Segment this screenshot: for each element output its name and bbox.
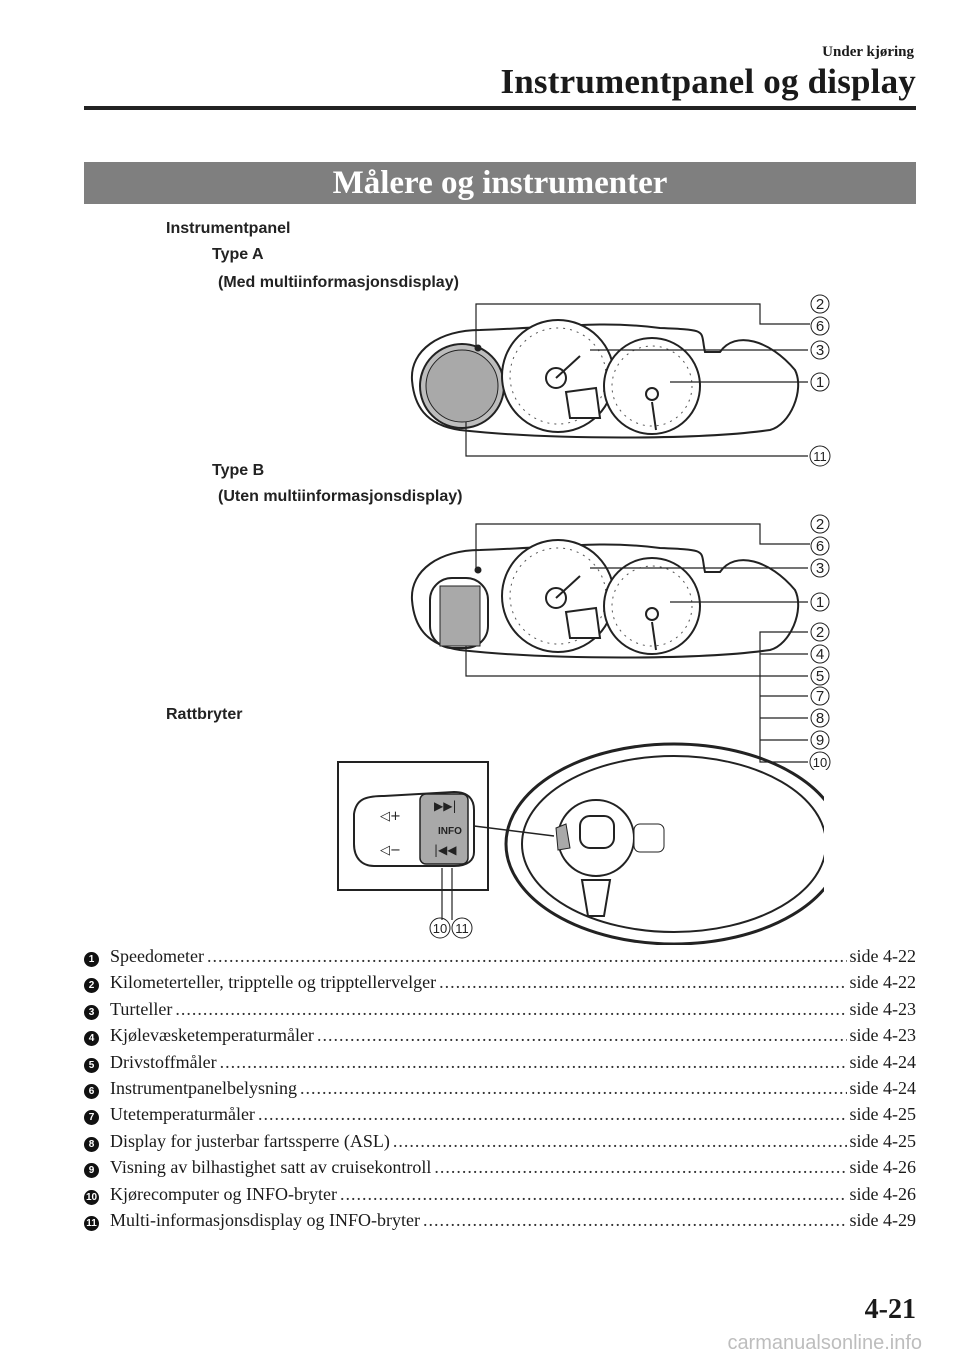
callout-b-8: 8 (815, 710, 825, 727)
item-page-ref: side 4-24 (849, 1051, 916, 1072)
item-label: Drivstoffmåler (110, 1051, 217, 1072)
item-page-ref: side 4-23 (849, 998, 916, 1019)
svg-text:|◀◀: |◀◀ (434, 843, 457, 857)
list-item (84, 972, 916, 998)
item-label: Utetemperaturmåler (110, 1104, 255, 1125)
item-label: Kjørecomputer og INFO-bryter (110, 1183, 337, 1204)
list-item (84, 1131, 916, 1157)
instrument-panel-label: Instrumentpanel (166, 220, 291, 237)
item-number-badge: 3 (84, 1005, 110, 1020)
type-b-subtitle: (Uten multiinformasjonsdisplay) (218, 488, 463, 505)
item-label: Kilometerteller, tripptelle og tripptellervelger (110, 972, 437, 993)
item-number-badge: 10 (85, 1191, 98, 1203)
list-item (84, 1104, 916, 1130)
page-number: 4-21 (864, 1294, 916, 1325)
page-title: Instrumentpanel og display (500, 62, 916, 101)
callout-a-3: 3 (815, 342, 825, 359)
item-page-ref: side 4-25 (849, 1130, 916, 1151)
list-item (84, 1025, 916, 1051)
header-rule (84, 106, 916, 110)
item-number-badge: 2 (84, 978, 110, 993)
callout-b-1: 1 (815, 594, 825, 611)
list-item (84, 999, 916, 1025)
dot-leader (220, 1052, 847, 1073)
list-item (84, 1157, 916, 1183)
dot-leader (317, 1025, 847, 1046)
info-switch-text: INFO (438, 826, 462, 837)
list-item (84, 1052, 916, 1078)
callout-b-9: 9 (815, 732, 825, 749)
watermark: carmanualsonline.info (727, 1332, 922, 1354)
dot-leader (434, 1157, 846, 1178)
type-a-cluster-illustration (400, 290, 850, 470)
callout-a-11: 11 (813, 449, 827, 464)
type-b-cluster-illustration (400, 510, 850, 770)
callout-wheel-10: 10 (432, 921, 448, 936)
dot-leader (439, 972, 846, 993)
dot-leader (423, 1210, 847, 1231)
section-header: Under kjøring (822, 44, 914, 60)
item-label: Turteller (110, 998, 173, 1019)
steering-wheel-illustration (334, 740, 824, 945)
dot-leader (300, 1078, 847, 1099)
item-number-badge: 5 (84, 1058, 110, 1073)
type-a-label: Type A (212, 246, 264, 263)
item-label: Instrumentpanelbelysning (110, 1077, 297, 1098)
item-number-badge: 4 (84, 1031, 110, 1046)
callout-wheel-11: 11 (455, 921, 469, 936)
callout-a-6: 6 (815, 318, 825, 335)
item-page-ref: side 4-26 (849, 1183, 916, 1204)
callout-b-5: 5 (815, 668, 825, 685)
callout-b-4: 4 (815, 646, 825, 663)
callout-b-10: 10 (812, 755, 828, 770)
dot-leader (207, 946, 847, 967)
item-page-ref: side 4-25 (849, 1104, 916, 1125)
callout-b-6: 6 (815, 538, 825, 555)
dot-leader (258, 1104, 847, 1125)
item-page-ref: side 4-23 (849, 1025, 916, 1046)
svg-text:◁−: ◁− (380, 843, 401, 858)
item-label: Multi-informasjonsdisplay og INFO-bryter (110, 1209, 420, 1230)
item-number-badge: 6 (84, 1084, 110, 1099)
list-item (84, 946, 916, 972)
callout-b-2: 2 (815, 516, 825, 533)
steering-switch-label: Rattbryter (166, 706, 243, 723)
callout-b-7: 7 (815, 688, 825, 705)
dot-leader (175, 999, 846, 1020)
dot-leader (340, 1184, 847, 1205)
callout-b-2b: 2 (815, 624, 825, 641)
item-label: Display for justerbar fartssperre (ASL) (110, 1130, 390, 1151)
item-page-ref: side 4-22 (849, 972, 916, 993)
item-number-badge: 7 (84, 1110, 110, 1125)
item-page-ref: side 4-24 (849, 1077, 916, 1098)
callout-a-2: 2 (815, 296, 825, 313)
callout-a-1: 1 (815, 374, 825, 391)
item-number-badge: 8 (84, 1137, 110, 1152)
item-page-ref: side 4-22 (849, 946, 916, 966)
item-label: Visning av bilhastighet satt av cruisekontroll (110, 1157, 432, 1178)
type-b-label: Type B (212, 462, 265, 479)
callout-b-3: 3 (815, 560, 825, 577)
dot-leader (393, 1131, 847, 1152)
item-label: Speedometer (110, 946, 204, 966)
list-item (84, 1210, 916, 1236)
section-banner: Målere og instrumenter (84, 162, 916, 204)
list-item (84, 1078, 916, 1104)
svg-text:◁+: ◁+ (380, 809, 401, 824)
item-number-badge: 9 (84, 1163, 110, 1178)
list-item (84, 1184, 916, 1210)
item-number-badge: 1 (84, 952, 110, 967)
item-number-badge: 11 (84, 1216, 110, 1231)
item-label: Kjølevæsketemperaturmåler (110, 1025, 314, 1046)
item-page-ref: side 4-26 (849, 1157, 916, 1178)
type-a-subtitle: (Med multiinformasjonsdisplay) (218, 274, 459, 291)
item-page-ref: side 4-29 (849, 1209, 916, 1230)
reference-list (84, 946, 916, 1236)
svg-text:▶▶|: ▶▶| (434, 799, 457, 813)
